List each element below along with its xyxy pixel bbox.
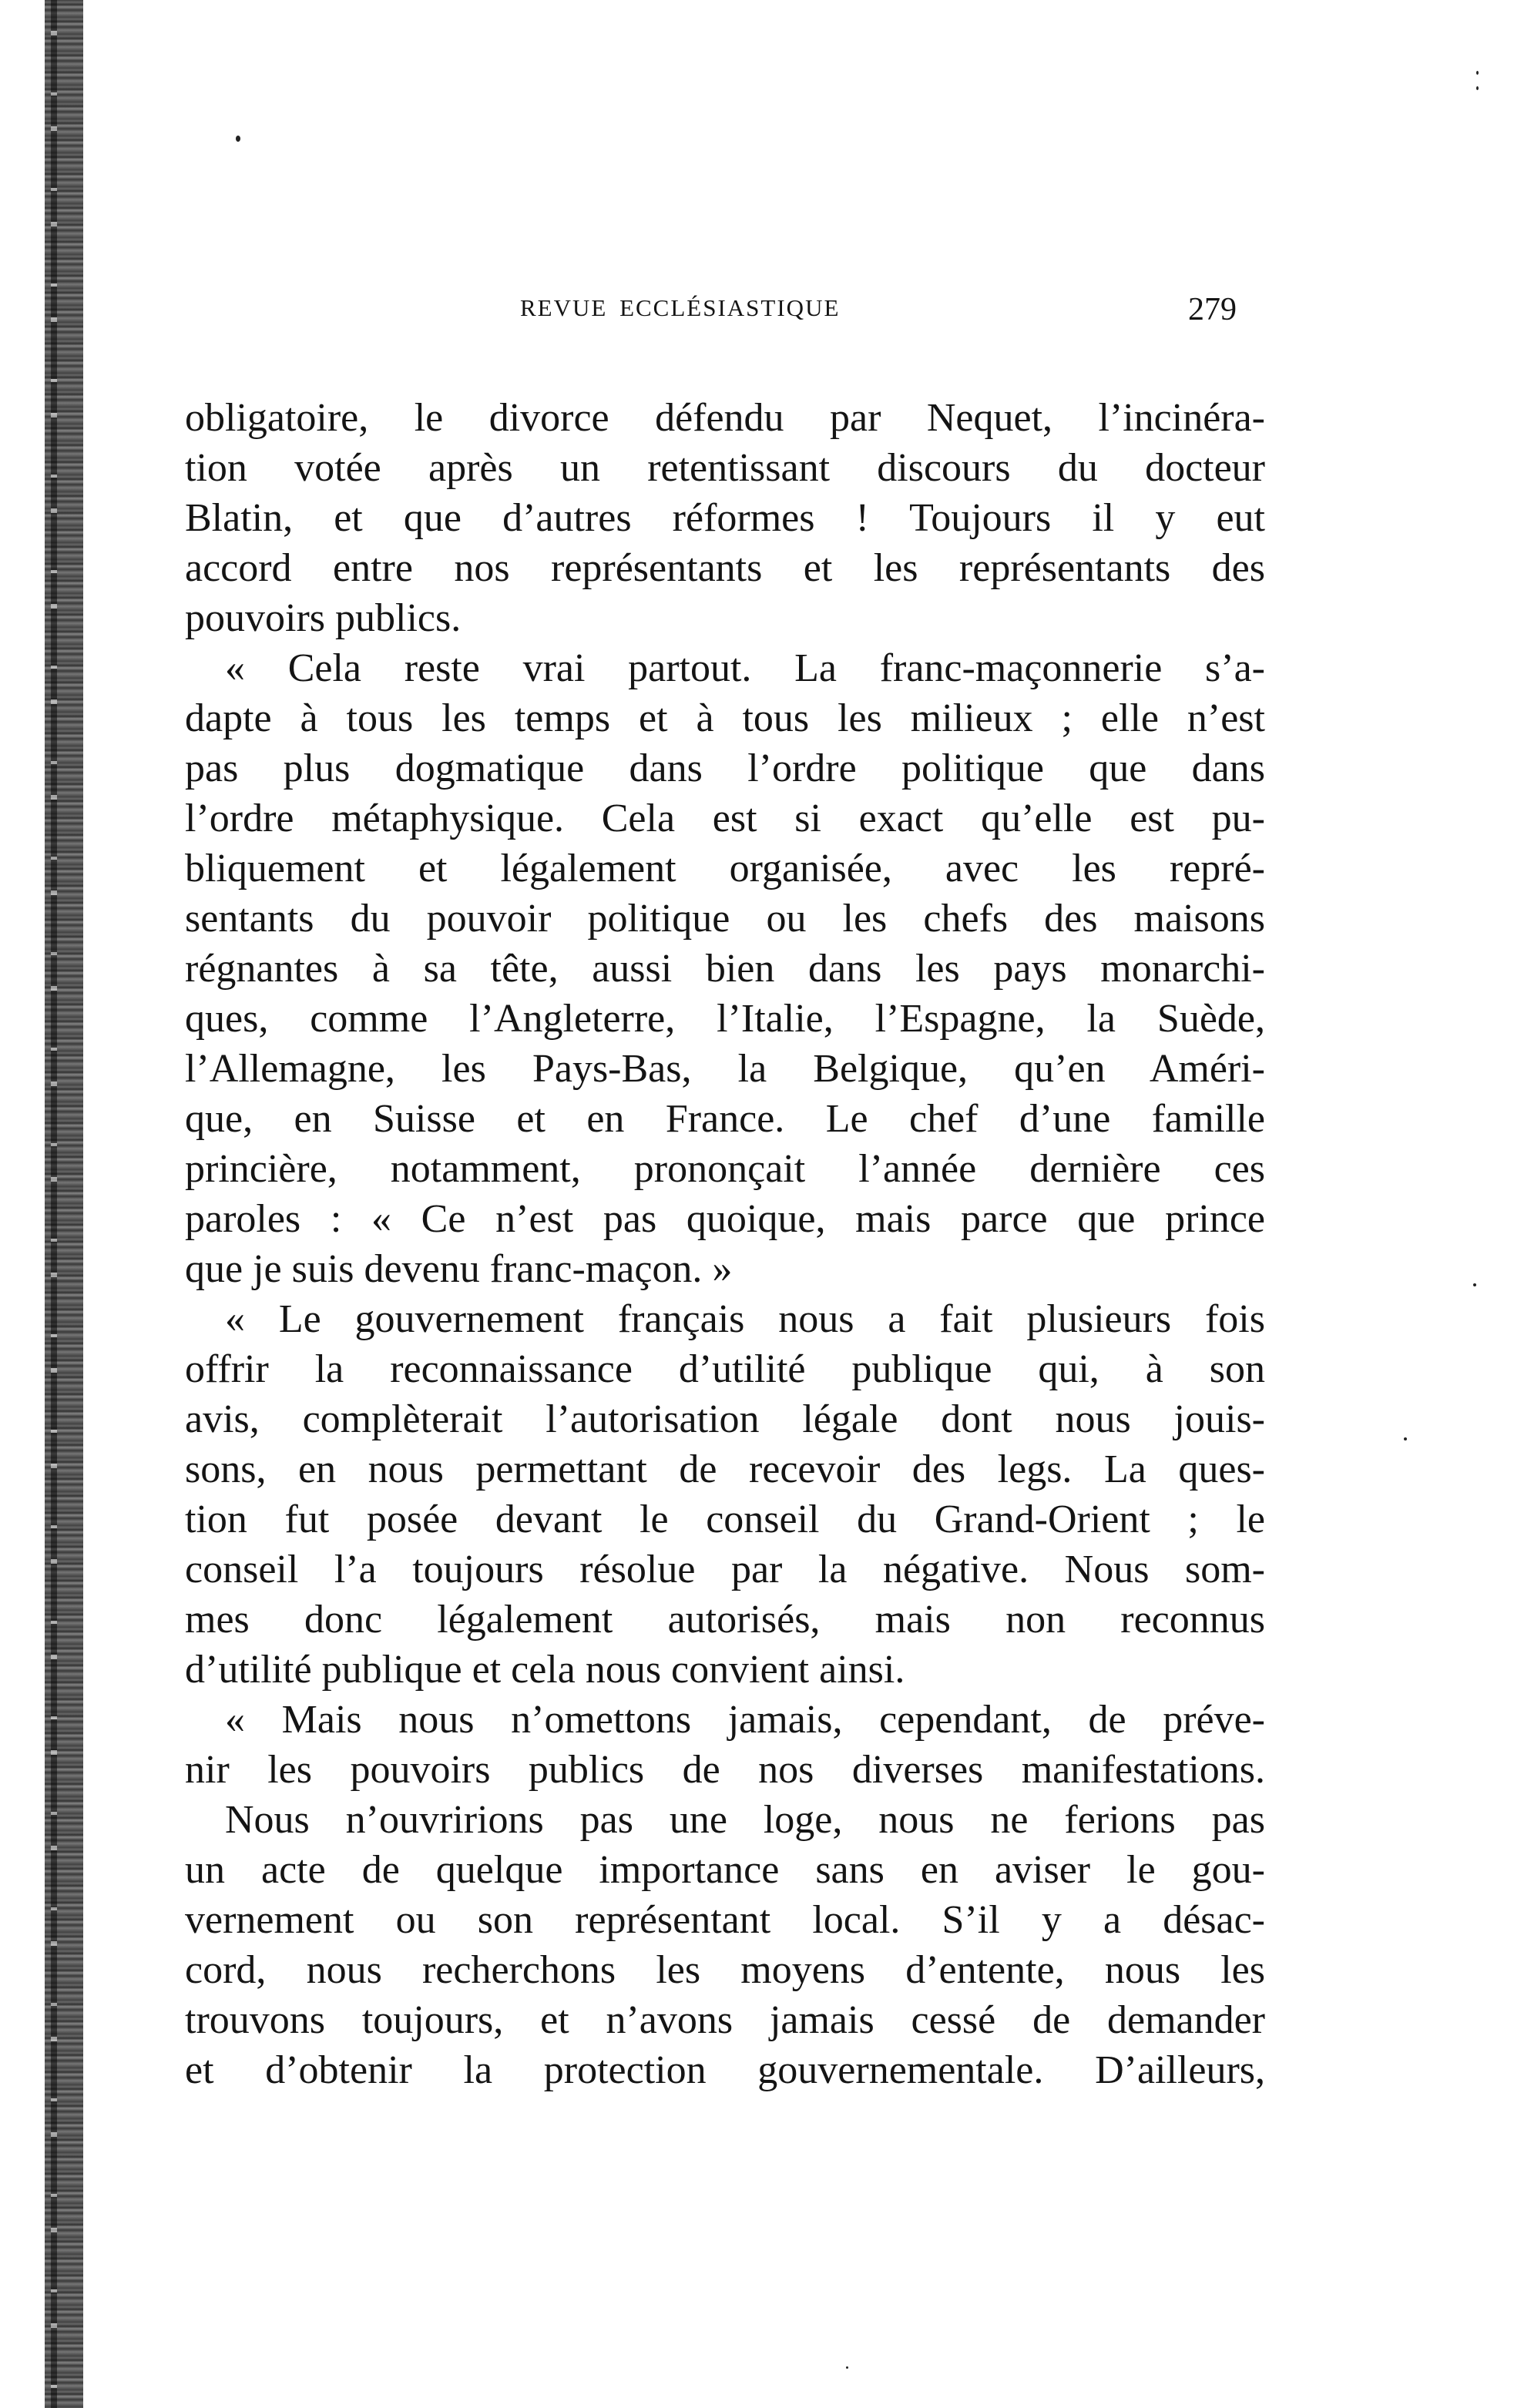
text-line: un acte de quelque importance sans en aviser le gou- [185, 1848, 1265, 1892]
text-line: avis, complèterait l’autorisation légale dont nous jouis- [185, 1397, 1265, 1441]
text-line: « Le gouvernement français nous a fait plusieurs fois [225, 1297, 1265, 1341]
text-line: tion fut posée devant le conseil du Grand-Orient ; le [185, 1497, 1265, 1541]
text-line: d’utilité publique et cela nous convient ainsi. [185, 1648, 905, 1692]
text-line: nir les pouvoirs publics de nos diverses manifestations. [185, 1748, 1265, 1792]
text-line: l’ordre métaphysique. Cela est si exact qu’elle est pu- [185, 797, 1265, 840]
text-line: et d’obtenir la protection gouvernementale. D’ailleurs, [185, 2048, 1265, 2092]
text-line: paroles : « Ce n’est pas quoique, mais parce que prince [185, 1197, 1265, 1241]
text-line: accord entre nos représentants et les représentants des [185, 546, 1265, 590]
ink-speck [1476, 86, 1479, 90]
text-line: vernement ou son représentant local. S’il y a désac- [185, 1898, 1265, 1942]
running-head [185, 291, 1264, 330]
page-number: 279 [1188, 292, 1237, 327]
text-line: dapte à tous les temps et à tous les milieux ; elle n’est [185, 696, 1265, 740]
text-line: « Mais nous n’omettons jamais, cependant, de préve- [225, 1698, 1265, 1742]
text-line: l’Allemagne, les Pays-Bas, la Belgique, qu’en Améri- [185, 1047, 1265, 1091]
text-line: régnantes à sa tête, aussi bien dans les pays monarchi- [185, 947, 1265, 991]
ink-speck [1473, 1283, 1476, 1286]
ink-speck [236, 136, 240, 142]
running-title: REVUE ECCLÉSIASTIQUE [520, 294, 841, 321]
text-line: sons, en nous permettant de recevoir des legs. La ques- [185, 1447, 1265, 1491]
text-line: tion votée après un retentissant discours du docteur [185, 446, 1265, 490]
text-line: Nous n’ouvririons pas une loge, nous ne ferions pas [225, 1798, 1265, 1842]
text-line: trouvons toujours, et n’avons jamais cessé de demander [185, 1998, 1265, 2042]
text-line: offrir la reconnaissance d’utilité publique qui, à son [185, 1347, 1265, 1391]
text-line: que, en Suisse et en France. Le chef d’une famille [185, 1097, 1265, 1141]
text-line: « Cela reste vrai partout. La franc-maçonnerie s’a- [225, 646, 1265, 690]
text-line: obligatoire, le divorce défendu par Nequet, l’incinéra- [185, 396, 1265, 440]
text-line: Blatin, et que d’autres réformes ! Toujours il y eut [185, 496, 1265, 540]
text-line: mes donc légalement autorisés, mais non reconnus [185, 1598, 1265, 1642]
ink-speck [1404, 1437, 1407, 1440]
text-line: cord, nous recherchons les moyens d’entente, nous les [185, 1948, 1265, 1992]
binding-shadow [51, 0, 57, 2408]
text-line: conseil l’a toujours résolue par la négative. Nous som- [185, 1548, 1265, 1591]
text-line: sentants du pouvoir politique ou les chefs des maisons [185, 897, 1265, 941]
text-line: bliquement et légalement organisée, avec les repré- [185, 847, 1265, 890]
text-line: pouvoirs publics. [185, 596, 462, 640]
text-line: ques, comme l’Angleterre, l’Italie, l’Espagne, la Suède, [185, 997, 1265, 1041]
text-line: princière, notamment, prononçait l’année dernière ces [185, 1147, 1265, 1191]
ink-speck [846, 2366, 848, 2369]
body-text [185, 393, 1265, 2095]
text-line: que je suis devenu franc-maçon. » [185, 1247, 733, 1291]
ink-speck [1476, 71, 1479, 75]
text-line: pas plus dogmatique dans l’ordre politique que dans [185, 746, 1265, 790]
